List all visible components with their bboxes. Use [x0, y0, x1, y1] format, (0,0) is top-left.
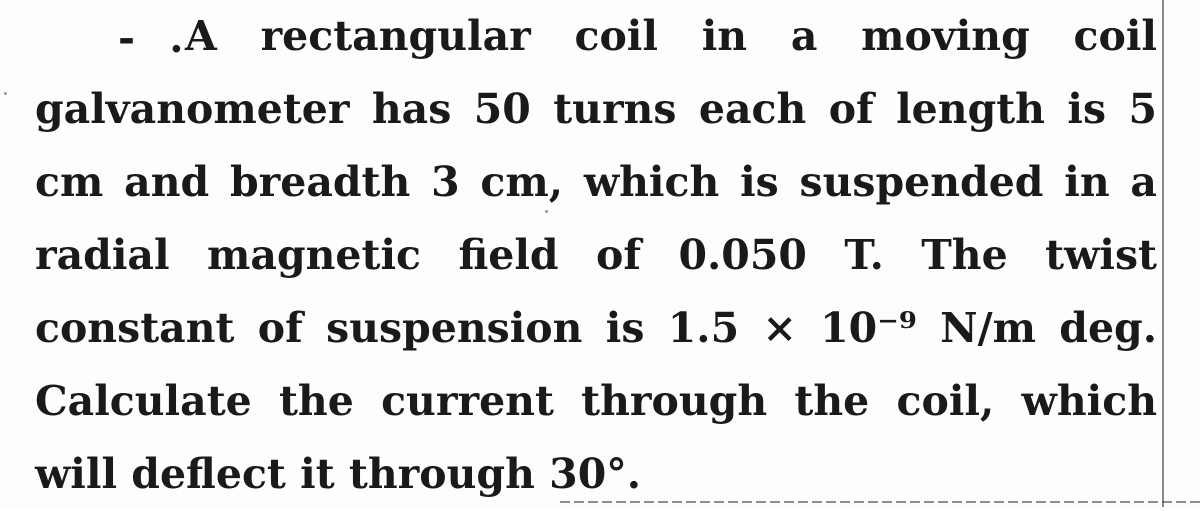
scan-speck [4, 92, 7, 95]
problem-line-6: Calculate the current through the coil, which [35, 377, 1157, 425]
problem-line-5: constant of suspension is 1.5 × 10⁻⁹ N/m deg. [35, 304, 1157, 352]
page-edge-rule [1162, 0, 1164, 507]
question-marker: - . [118, 14, 194, 62]
problem-line-2: galvanometer has 50 turns each of length is 5 [35, 85, 1157, 133]
problem-text [35, 0, 1157, 511]
problem-line-1: A rectangular coil in a moving coil [185, 12, 1157, 60]
problem-line-4: radial magnetic field of 0.050 T. The twist [35, 231, 1157, 279]
problem-line-7: will deflect it through 30°. [35, 450, 641, 498]
problem-line-3: cm and breadth 3 cm, which is suspended in a [35, 158, 1157, 206]
